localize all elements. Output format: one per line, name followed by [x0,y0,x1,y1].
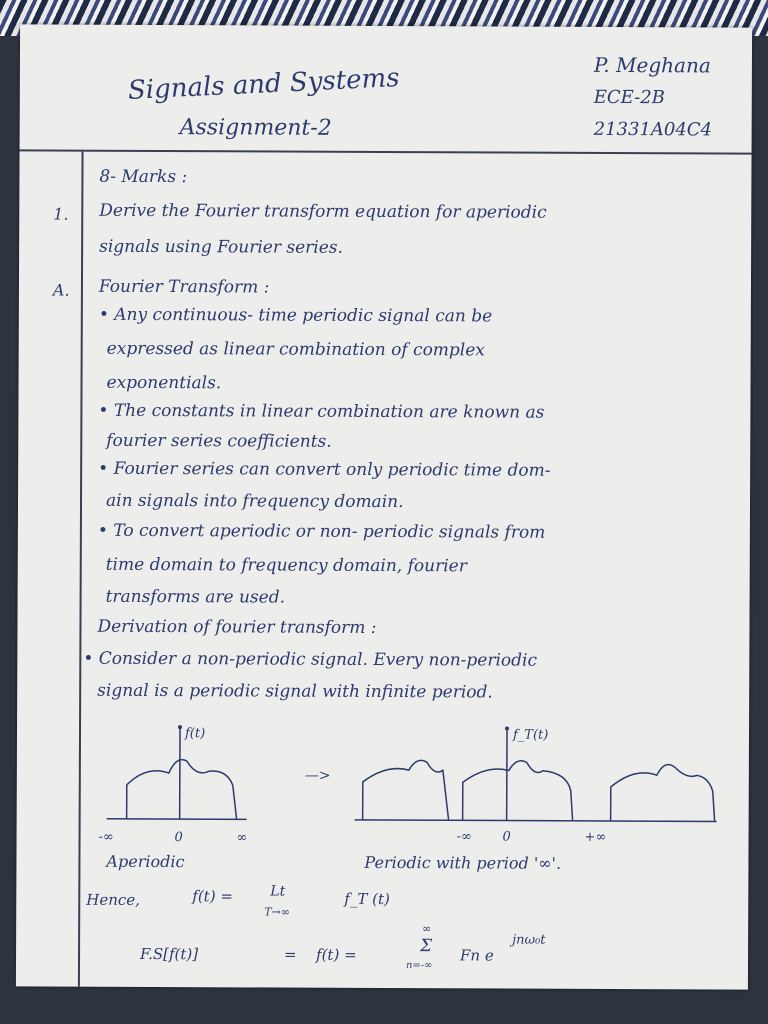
sum-symbol: Σ [420,936,433,957]
question-line-2: signals using Fourier series. [99,236,343,258]
course-title: Signals and Systems [127,62,401,106]
bullet-line: time domain to frequency domain, fourier [105,554,467,577]
aperiodic-signal-curve [127,759,237,819]
bullet-line: transforms are used. [105,586,286,608]
transform-arrow: —> [304,767,331,784]
periodic-caption: Periodic with period '∞'. [364,852,562,873]
hence-rhs: f_T (t) [344,889,390,909]
right-zero: 0 [502,829,511,845]
bullet-line: fourier series coefficients. [106,430,332,452]
left-time-axis [107,819,247,820]
derivation-line-2: signal is a periodic signal with infinite period. [97,680,493,703]
fs-lhs: F.S[f(t)] [140,944,199,964]
student-name: P. Meghana [593,52,711,78]
sum-lower-limit: n=-∞ [405,960,433,972]
fs-mid: f(t) = [316,945,357,964]
fs-equals: = [284,945,297,964]
aperiodic-vs-periodic-figure [86,715,737,878]
right-pos-inf: +∞ [584,829,607,845]
left-neg-inf: -∞ [98,829,114,845]
question-number: 1. [53,204,69,224]
hence-label: Hence, [86,890,140,909]
periodic-copy-3 [611,764,715,821]
fs-term: Fn e [460,946,494,965]
aperiodic-caption: Aperiodic [106,851,185,872]
periodic-copy-1 [363,760,449,820]
periodic-copy-2 [463,761,573,821]
sum-upper-limit: ∞ [422,922,432,936]
marks-label: 8- Marks : [99,166,188,188]
header-divider [20,149,752,154]
right-axis-label: f_T(t) [512,727,549,743]
bullet-line: • Fourier series can convert only periodic time dom- [98,458,551,481]
left-zero: 0 [174,830,183,846]
derivation-line-1: • Consider a non-periodic signal. Every non-periodic [83,648,538,671]
derivation-heading: Derivation of fourier transform : [97,616,377,638]
right-time-axis [355,820,717,822]
section: ECE-2B [593,86,665,109]
roll-number: 21331A04C4 [593,118,713,141]
left-axis-label: f(t) [184,726,206,742]
left-pos-inf: ∞ [236,830,248,846]
signal-sketch [86,715,737,878]
hence-lhs: f(t) = [192,887,233,906]
margin-line [78,152,83,987]
left-axis-arrow [178,725,182,729]
bullet-line: exponentials. [106,372,222,394]
right-neg-inf: -∞ [456,829,472,845]
bullet-line: ain signals into frequency domain. [105,490,404,513]
limit-symbol: Lt [270,883,286,900]
assignment-page [16,24,752,989]
answer-marker: A. [52,280,70,300]
limit-subscript: T→∞ [264,905,290,919]
assignment-title: Assignment-2 [179,115,332,141]
bullet-line: • Any continuous- time periodic signal can be [98,304,493,327]
bullet-line: • To convert aperiodic or non- periodic signals from [97,520,546,543]
right-axis-arrow [505,727,509,731]
answer-heading: Fourier Transform : [98,276,270,298]
bullet-line: expressed as linear combination of complex [106,338,485,361]
fs-exponent: jnω₀t [512,932,546,948]
bullet-line: • The constants in linear combination are known as [98,400,545,423]
question-line-1: Derive the Fourier transform equation for aperiodic [99,200,547,223]
